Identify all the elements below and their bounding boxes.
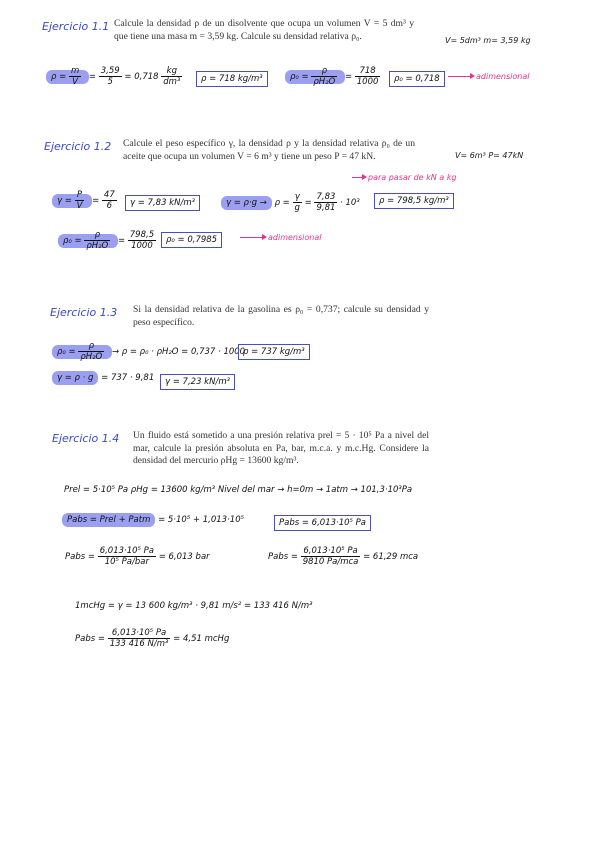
- result-box: γ = 7,83 kN/m³: [125, 195, 200, 211]
- annotation-note: adimensional: [240, 233, 321, 242]
- problem-statement: Si la densidad relativa de la gasolina es ρ₀ = 0,737; calcule su densidad y peso específico.: [133, 304, 429, 328]
- result-box: ρ = 798,5 kg/m³: [374, 193, 454, 209]
- given-values: V= 6m³ P= 47kN: [455, 151, 524, 160]
- specific-weight-calculation: γ = ρ · g = 737 · 9,81: [52, 372, 154, 384]
- pressure-mca-calculation: Pabs = $\frac{\text{6,013·10⁵ Pa}}{\text{9810 Pa/mca}}$ = 61,29 mca: [268, 546, 419, 567]
- result-box: ρ₀ = 0,718: [389, 71, 445, 87]
- exercise-label: Ejercicio 1.3: [50, 306, 118, 319]
- result-box: ρ₀ = 0,7985: [161, 232, 222, 248]
- pressure-mchg-calculation: Pabs = $\frac{\text{6,013·10⁵ Pa}}{\text{133 416 N/m³}}$ = 4,51 mcHg: [75, 628, 230, 649]
- given-values: Prel = 5·10⁵ Pa ρHg = 13600 kg/m³ Nivel del mar → h=0m → 1atm → 101,3·10³Pa: [64, 485, 413, 495]
- given-values: V= 5dm³ m= 3,59 kg: [445, 36, 531, 45]
- annotation-note: para pasar de kN a kg: [352, 173, 456, 182]
- specific-weight-calculation: γ = $\frac{P}{V}$ = $\frac{47}{6}$: [52, 190, 117, 211]
- relative-density-calculation: ρ₀ = $\frac{\rho}{\text{ρH₂O}}$ = $\frac{718}{1000}$: [285, 66, 380, 87]
- annotation-note: adimensional: [448, 72, 529, 81]
- exercise-label: Ejercicio 1.1: [42, 20, 110, 33]
- problem-statement: Calcule la densidad ρ de un disolvente que ocupa un volumen V = 5 dm³ y que tiene una masa m = 3,59 kg. Calcule su densidad relativa ρ₀.: [114, 18, 414, 42]
- problem-statement: Un fluido está sometido a una presión relativa prel = 5 · 10⁵ Pa a nivel del mar, calcule la presión absoluta en Pa, bar, m.c.a. y m.c.Hg. Considere la densidad del mercurio ρHg = 13600 kg/m³.: [133, 430, 429, 467]
- density-calculation: γ = ρ·g → ρ = $\frac{\gamma}{g}$ = $\frac{7,83}{9,81}$ · 10³: [221, 192, 360, 213]
- absolute-pressure-calculation: Pabs = Prel + Patm = 5·10⁵ + 1,013·10⁵: [62, 514, 244, 526]
- relative-density-calculation: ρ₀ = $\frac{\rho}{\text{ρH₂O}}$ = $\frac{798,5}{1000}$: [58, 230, 156, 251]
- problem-statement: Calcule el peso específico γ, la densidad ρ y la densidad relativa ρ₀ de un aceite que ocupa un volumen V = 6 m³ y tiene un peso P = 47 kN.: [123, 138, 415, 162]
- density-calculation: ρ₀ = $\frac{\rho}{\text{ρH₂O}}$ → ρ = ρ₀ · ρH₂O = 0,737 · 1000: [52, 341, 245, 362]
- mercury-column-equivalence: 1mcHg = γ = 13 600 kg/m³ · 9,81 m/s² = 133 416 N/m³: [75, 601, 313, 611]
- density-calculation: ρ = $\frac{m}{V}$ = $\frac{3,59}{5}$ = 0,718 $\frac{kg}{\text{dm³}}$: [46, 66, 182, 87]
- result-box: ρ = 737 kg/m³: [238, 344, 310, 360]
- pressure-bar-calculation: Pabs = $\frac{\text{6,013·10⁵ Pa}}{\text{10⁵ Pa/bar}}$ = 6,013 bar: [65, 546, 210, 567]
- result-box: γ = 7,23 kN/m³: [160, 374, 235, 390]
- exercise-label: Ejercicio 1.4: [52, 432, 120, 445]
- exercise-label: Ejercicio 1.2: [44, 140, 112, 153]
- result-box: ρ = 718 kg/m³: [196, 71, 268, 87]
- result-box: Pabs = 6,013·10⁵ Pa: [274, 515, 371, 531]
